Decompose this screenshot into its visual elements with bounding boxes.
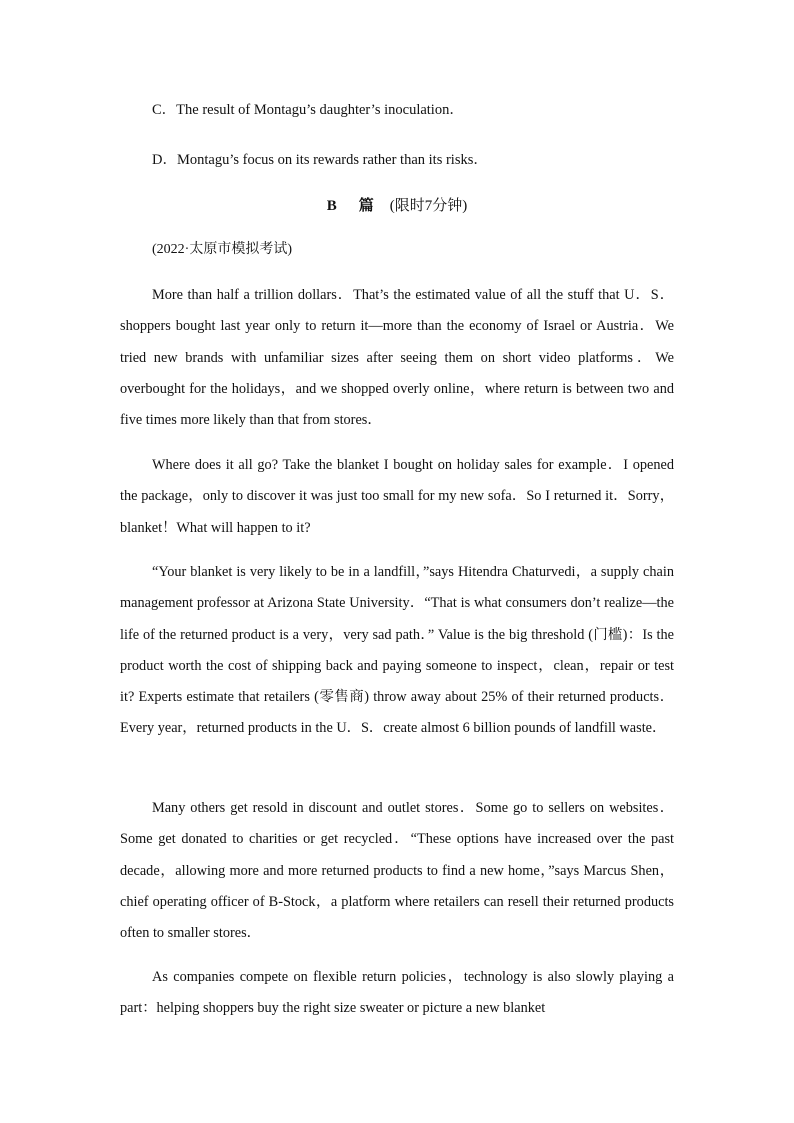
- passage-paragraph-1: More than half a trillion dollars．That’s the estimated value of all the stuff that U．S．shoppers bought last year only to return it—more than the economy of Israel or Austria．We tried new brands with unfamiliar sizes after seeing them on short video platforms．We overbought for the holidays，and we shopped overly online，where return is between two and five times more likely than that from stores．: [120, 287, 674, 429]
- section-char: 篇: [358, 198, 374, 214]
- section-heading: [0, 195, 794, 217]
- answer-option-c: C．The result of Montagu’s daughter’s inoculation．: [152, 102, 464, 118]
- answer-option-d: D．Montagu’s focus on its rewards rather than its risks．: [152, 152, 488, 168]
- passage-source: (2022·太原市模拟考试): [152, 242, 292, 257]
- passage-paragraph-3: “Your blanket is very likely to be in a landfill，”says Hitendra Chaturvedi，a supply chain management professor at Arizona State University．“That is what consumers don’t realize—the life of the returned product is a very，very sad path．” Value is the big threshold (门槛)：Is the product worth the cost of shipping back and paying someone to inspect，clean，repair or test it? Experts estimate that retailers (零售商) throw away about 25% of their returned products．Every year，returned products in the U．S．create almost 6 billion pounds of landfill waste．: [120, 564, 674, 737]
- passage-paragraph-4: Many others get resold in discount and outlet stores．Some go to sellers on websites．Some get donated to charities or get recycled．“These options have increased over the past decade，allowing more and more returned products to find a new home，”says Marcus Shen，chief operating officer of B-Stock，a platform where retailers can resell their returned products often to smaller stores．: [120, 800, 674, 942]
- passage-paragraph-2: Where does it all go? Take the blanket I bought on holiday sales for example．I opened the package，only to discover it was just too small for my new sofa．So I returned it．Sorry，blanket！What will happen to it?: [120, 457, 674, 536]
- section-letter: B: [326, 198, 337, 214]
- section-time-limit: (限时7分钟): [389, 198, 468, 214]
- passage-paragraph-5: As companies compete on flexible return policies，technology is also slowly playing a part：helping shoppers buy the right size sweater or picture a new blanket: [120, 969, 674, 1017]
